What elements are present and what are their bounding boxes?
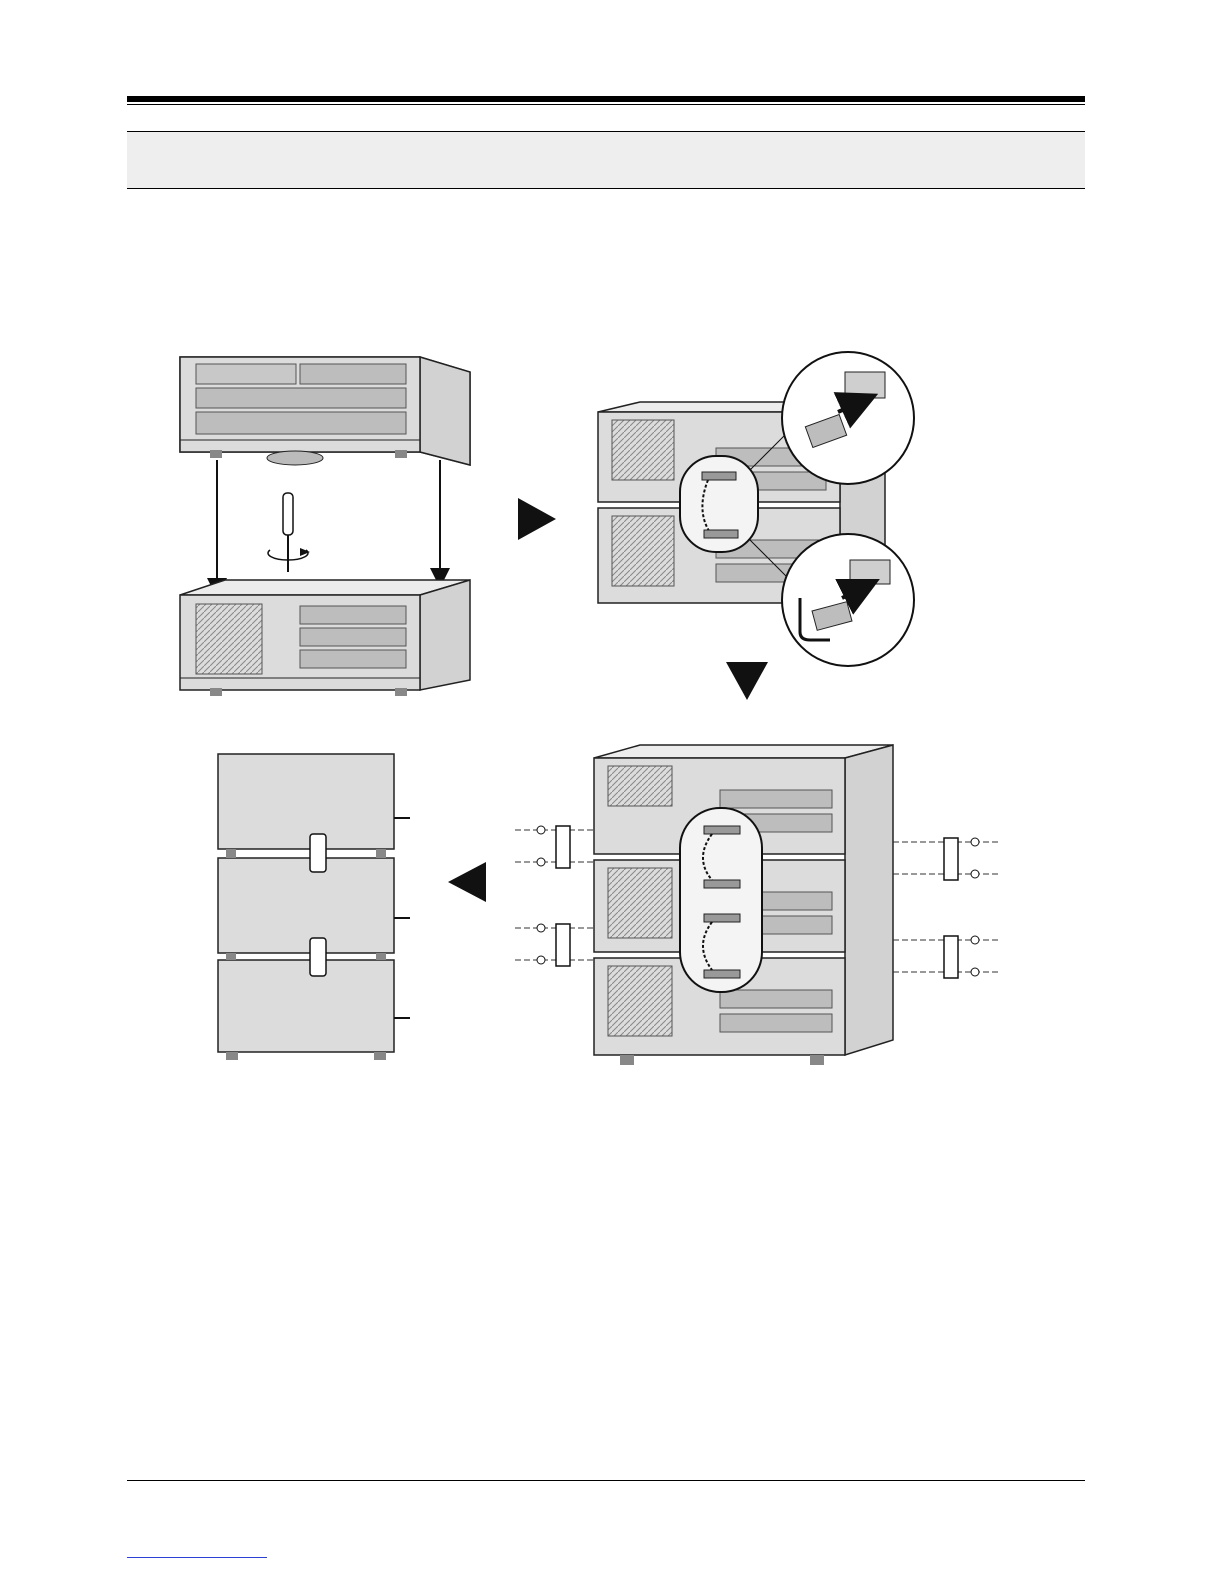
cabinet-side-middle bbox=[218, 858, 394, 953]
cabinet-upper bbox=[180, 357, 470, 465]
step-arrow-down bbox=[726, 662, 768, 700]
panel-step-3 bbox=[515, 745, 1000, 1065]
bracket-left-lower bbox=[515, 924, 594, 966]
bracket-side-lower bbox=[310, 938, 326, 976]
footer-rule bbox=[127, 1480, 1085, 1481]
bracket-side-upper bbox=[310, 834, 326, 872]
panel-step-4 bbox=[218, 754, 410, 1060]
panel-step-1 bbox=[180, 357, 470, 696]
bracket-right-lower bbox=[893, 936, 1000, 978]
detail-circle-bottom bbox=[782, 534, 914, 666]
step-arrow-right bbox=[518, 498, 556, 540]
cabinet-side-top bbox=[218, 754, 394, 849]
cable-callout bbox=[680, 808, 762, 992]
bracket-left-upper bbox=[515, 826, 594, 868]
panel-step-2 bbox=[598, 352, 914, 666]
detail-circle-top bbox=[782, 352, 914, 484]
footer-link-underline[interactable] bbox=[127, 1557, 267, 1558]
cabinet-side-bottom bbox=[218, 960, 394, 1052]
cabinet-lower bbox=[180, 580, 470, 696]
bracket-right-upper bbox=[893, 838, 1000, 880]
step-arrow-left bbox=[448, 862, 486, 902]
screwdriver-icon bbox=[268, 493, 310, 572]
